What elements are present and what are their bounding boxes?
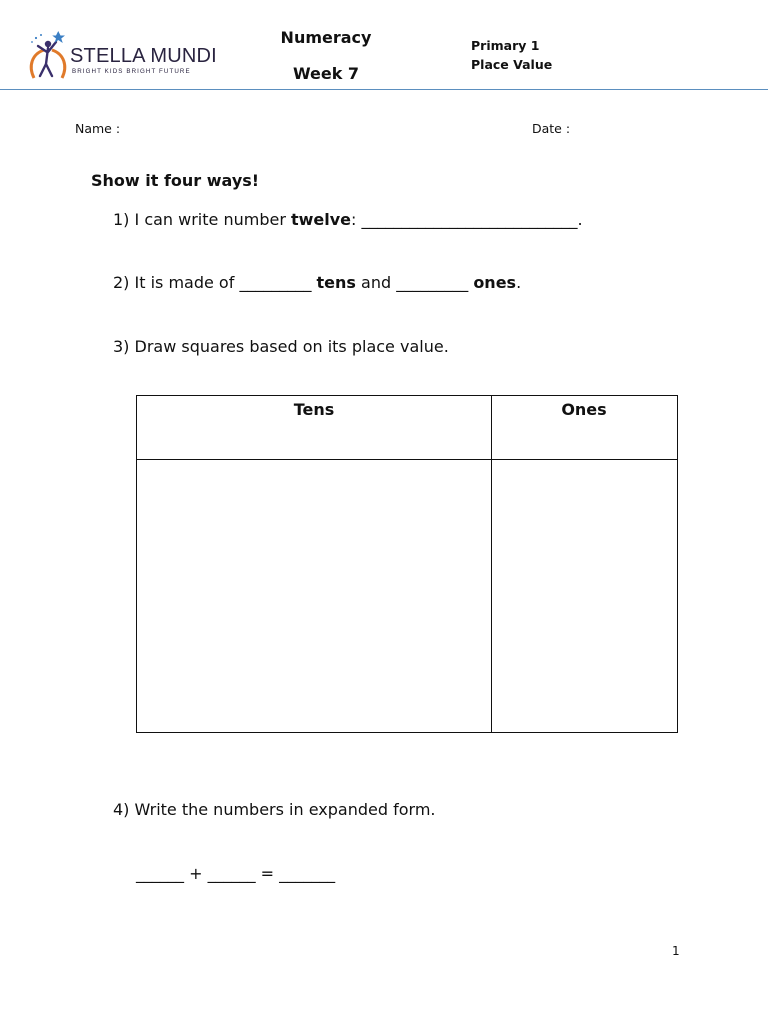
question-2-ones: ones <box>473 273 517 292</box>
header-divider <box>0 89 768 90</box>
logo-tagline: BRIGHT KIDS BRIGHT FUTURE <box>72 68 191 75</box>
level-label: Primary 1 <box>471 38 540 53</box>
name-label: Name : <box>75 121 121 136</box>
place-value-table <box>136 395 678 733</box>
question-2-tens: tens <box>316 273 356 292</box>
expanded-form-blanks: ______ + ______ = _______ <box>136 864 336 883</box>
tens-column-header: Tens <box>293 400 335 419</box>
question-1-keyword: twelve <box>290 210 352 229</box>
week-title: Week 7 <box>292 64 360 83</box>
subject-title: Numeracy <box>280 28 372 47</box>
school-logo <box>26 30 217 82</box>
question-2-suffix: . <box>516 273 522 292</box>
ones-column-header: Ones <box>561 400 607 419</box>
page-number: 1 <box>672 944 680 958</box>
table-column-divider <box>491 396 492 732</box>
question-4: 4) Write the numbers in expanded form. <box>113 800 436 819</box>
question-1 <box>113 210 583 229</box>
date-label: Date : <box>532 121 571 136</box>
stella-mundi-logo-icon <box>26 30 70 82</box>
table-header-divider <box>137 459 677 460</box>
question-2 <box>113 273 521 292</box>
logo-name: STELLA MUNDI <box>70 45 217 67</box>
question-3: 3) Draw squares based on its place value. <box>113 337 449 356</box>
question-1-prefix: 1) I can write number <box>113 210 291 229</box>
question-2-prefix: 2) It is made of _________ <box>113 273 317 292</box>
question-1-blank: : ___________________________. <box>351 210 583 229</box>
question-2-middle: and _________ <box>355 273 474 292</box>
section-title: Show it four ways! <box>91 171 260 190</box>
topic-label: Place Value <box>471 57 553 72</box>
